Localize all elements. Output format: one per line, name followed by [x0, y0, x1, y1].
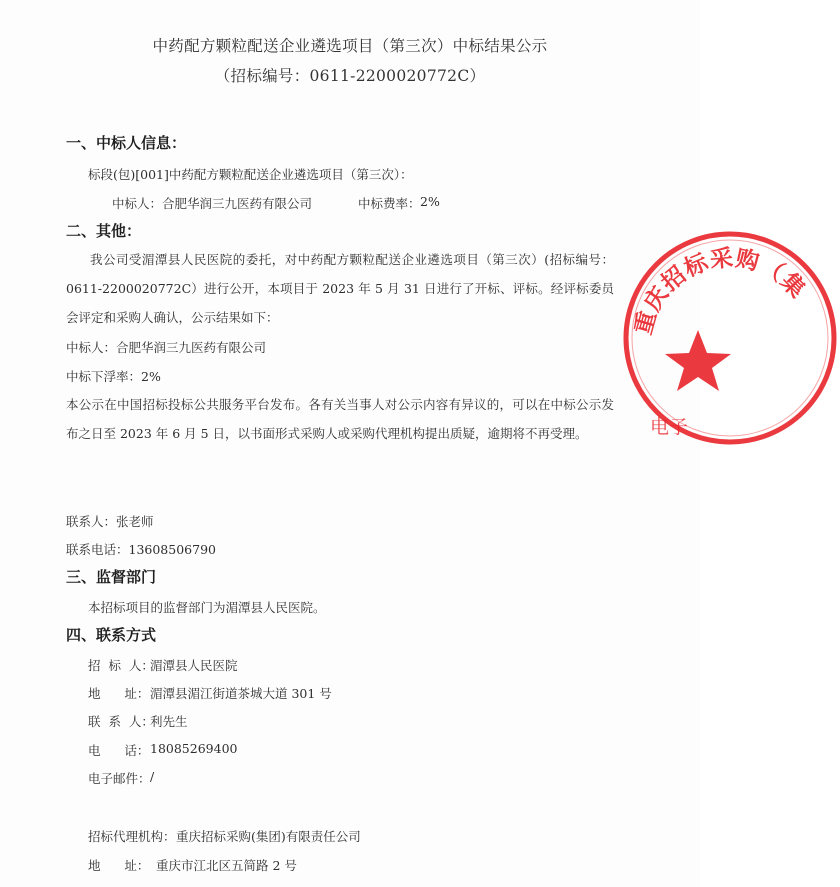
- agency-label: 招标代理机构：: [88, 829, 176, 844]
- address-value: 湄潭县湄江街道茶城大道 301 号: [150, 686, 332, 701]
- document-subtitle: （招标编号：0611-2200020772C）: [214, 67, 486, 85]
- document-title: 中药配方颗粒配送企业遴选项目（第三次）中标结果公示: [152, 37, 548, 55]
- winner-label: 中标人：: [112, 196, 163, 211]
- announcement-paragraph: 我公司受湄潭县人民医院的委托，对中药配方颗粒配送企业遴选项目（第三次）(招标编号：0611-2200020772C）进行公开，本项目于 2023 年 5 月 31 日进行了开标、评标。经评标委员会评定和采购人确认，公示结果如下：: [66, 252, 614, 325]
- seal-text-arc: 重庆招标采购（集: [629, 244, 812, 338]
- seal-bottom-text: 电子: [650, 416, 689, 438]
- section-heading-contact: 四、联系方式: [66, 626, 157, 644]
- agency-address-label: 地 址：: [88, 858, 150, 873]
- email-label: 电子邮件：: [88, 771, 151, 786]
- seal-star-icon: [665, 330, 731, 391]
- company-seal-stamp: [620, 228, 840, 448]
- section-heading-other: 二、其他：: [66, 222, 142, 240]
- agency-address-value: 重庆市江北区五简路 2 号: [156, 858, 297, 873]
- tenderer-value: 湄潭县人民医院: [150, 658, 238, 673]
- address-label: 地 址：: [88, 686, 150, 701]
- section-heading-winner-info: 一、中标人信息：: [66, 134, 187, 152]
- result-rate-line: 中标下浮率：2%: [66, 369, 161, 384]
- contact-label: 联 系 人：: [88, 714, 154, 729]
- contact-person: 联系人：张老师: [66, 514, 154, 529]
- supervision-text: 本招标项目的监督部门为湄潭县人民医院。: [88, 600, 326, 615]
- fee-value: 2%: [420, 194, 440, 209]
- phone-label: 电 话：: [88, 743, 150, 758]
- tenderer-label: 招 标 人：: [88, 658, 154, 673]
- publication-paragraph: 本公示在中国招标投标公共服务平台发布。各有关当事人对公示内容有异议的，可以在中标公示发布之日至 2023 年 6 月 5 日，以书面形式采购人或采购代理机构提出质疑，逾期将不再受理。: [66, 397, 614, 441]
- result-winner-line: 中标人：合肥华润三九医药有限公司: [66, 340, 267, 355]
- agency-value: 重庆招标采购(集团)有限责任公司: [176, 829, 361, 844]
- contact-phone: 联系电话：13608506790: [66, 542, 216, 557]
- section-heading-supervision: 三、监督部门: [66, 568, 157, 586]
- fee-label: 中标费率：: [358, 196, 421, 211]
- lot-description: 标段(包)[001]中药配方颗粒配送企业遴选项目（第三次）：: [88, 167, 413, 182]
- email-value: /: [150, 769, 155, 784]
- winner-name: 合肥华润三九医药有限公司: [162, 196, 313, 211]
- phone-value: 18085269400: [150, 741, 238, 756]
- contact-value: 利先生: [150, 714, 188, 729]
